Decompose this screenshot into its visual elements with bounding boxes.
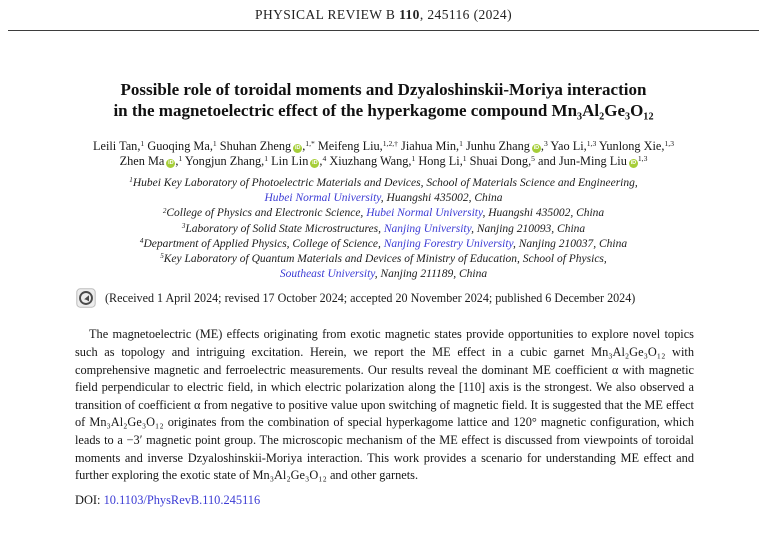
institution-link[interactable]: Nanjing Forestry University [383,237,514,250]
orcid-id-icon[interactable]: iD [533,145,540,151]
journal-volume: 110 [399,7,420,22]
author-affiliation-mark: 1,2,† [382,139,398,149]
author: Meifeng Liu,$^{1,2,\dagger}$ [317,139,398,153]
abstract-text: The magnetoelectric (ME) effects originating from exotic magnetic states provide opportunities to explore novel topics such as topology and intriguing excitation. Herein, we report the ME effect in a cubic garnet Mn₃Al₂Ge₃O₁₂ with comprehensive magnetic and ferroelectric measurements. Our results reveal the dominant ME coefficient α with magnetic field perpendicular to electric field, in which electric polarization along the [110] axis is the strongest. We also observed a transition of coefficient α from negative to positive value upon switching of magnetic field. It is suggested that the ME effect of Mn₃Al₂Ge₃O₁₂ originates from the combination of special hyperkagome lattice and 120° magnetic configuration, which leads to a −3′ magnetic point group. The microscopic mechanism of the ME effect is discussed from viewpoints of toroidal moments and inverse Dzyaloshinskii-Moriya interaction. This work provides a scenario for understanding ME effect and further exploring the exotic state of Mn₃Al₂Ge₃O₁₂ and other garnets. [75,327,694,483]
author-affiliation-mark: 1 [462,154,467,164]
orcid-id-icon[interactable]: iD [312,160,318,166]
author-affiliation-mark: 1 [459,139,463,149]
paper-title-line1: Possible role of toroidal moments and Dzyaloshinskii-Moriya interaction [120,80,647,99]
author: Leili Tan,$^1$ [93,139,145,153]
affiliation: $^2$College of Physics and Electronic Science, Hubei Normal University, Huangshi 435002, China [162,206,605,220]
doi-line [75,493,694,508]
author-list [0,139,767,169]
affiliation-number: 2 [162,206,167,215]
journal-name: PHYSICAL REVIEW B [255,7,400,22]
author-affiliation-mark: 1 [264,154,269,164]
affiliation: $^4$Department of Applied Physics, College of Science, Nanjing Forestry University, Nanjing 210037, China [139,237,628,250]
author: Xiuzhang Wang,$^1$ [329,154,416,168]
author: Junhu Zhang iD ,$^3$ [466,139,548,153]
author-affiliation-mark: 5 [531,154,535,164]
author-affiliation-mark: 1 [140,139,145,149]
doi-link[interactable]: 10.1103/PhysRevB.110.245116 [103,492,261,507]
received-row [76,288,694,308]
author-affiliation-mark: 1,3 [586,139,597,149]
journal-header [0,0,767,23]
affiliation: $^3$Laboratory of Solid State Microstructures, Nanjing University, Nanjing 210093, China [181,222,586,235]
author: Hong Li,$^1$ [418,154,467,168]
affiliation-list [0,176,767,282]
institution-link[interactable]: Nanjing University [383,222,472,235]
journal-issue-info: , 245116 (2024) [419,7,512,22]
author-affiliation-mark: 1,3 [664,139,674,149]
author-affiliation-mark: 1 [411,154,416,164]
author: Shuai Dong,$^5$ [469,154,535,168]
author: and Jun-Ming Liu iD $^{1,3}$ [538,154,648,168]
author: Guoqing Ma,$^1$ [147,139,217,153]
author: Jiahua Min,$^1$ [401,139,463,153]
author: Yunlong Xie,$^{1,3}$ [598,139,674,153]
institution-link[interactable]: Hubei Normal University [264,192,381,205]
author: Zhen Ma iD ,$^1$ [119,154,183,168]
crossmark-check-for-updates-icon[interactable] [76,288,96,308]
author: Lin Lin iD ,$^4$ [271,154,327,168]
author-affiliation-mark: 1 [178,154,183,164]
author: Yao Li,$^{1,3}$ [550,139,597,153]
orcid-id-icon[interactable]: iD [294,145,301,151]
institution-link[interactable]: Southeast University [279,268,375,281]
author: Shuhan Zheng iD ,$^{1,*}$ [219,139,315,153]
author-affiliation-mark: 1,3 [637,154,648,164]
orcid-id-icon[interactable]: iD [168,160,174,166]
author-line [0,139,767,154]
author-affiliation-mark: 4 [322,154,327,164]
affiliation: $^5$Key Laboratory of Quantum Materials and Devices of Ministry of Education, School of Physics, Southeast University, Nanjing 211189, China [160,252,607,281]
paper-title [40,79,727,121]
received-dates: (Received 1 April 2024; revised 17 October 2024; accepted 20 November 2024; published 6 December 2024) [105,290,636,305]
header-rule [8,30,759,31]
affiliation: $^1$Hubei Key Laboratory of Photoelectric Materials and Devices, School of Materials Science and Engineering, Hubei Normal University, Huangshi 435002, China [129,176,638,205]
author-line [0,154,767,169]
affiliation-number: 1 [129,176,133,185]
author-affiliation-mark: 1,* [305,139,315,149]
author: Yongjun Zhang,$^1$ [184,154,269,168]
author-affiliation-mark: 1 [212,139,217,149]
orcid-id-icon[interactable]: iD [630,160,637,166]
paper-title-line2: in the magnetoelectric effect of the hyperkagome compound Mn₃Al₂Ge₃O₁₂ [113,101,654,120]
author-affiliation-mark: 3 [543,139,548,149]
affiliation-number: 4 [139,237,144,246]
doi-label: DOI: [75,492,104,507]
affiliation-number: 3 [181,222,186,231]
affiliation-number: 5 [160,252,164,261]
institution-link[interactable]: Hubei Normal University [366,207,483,220]
